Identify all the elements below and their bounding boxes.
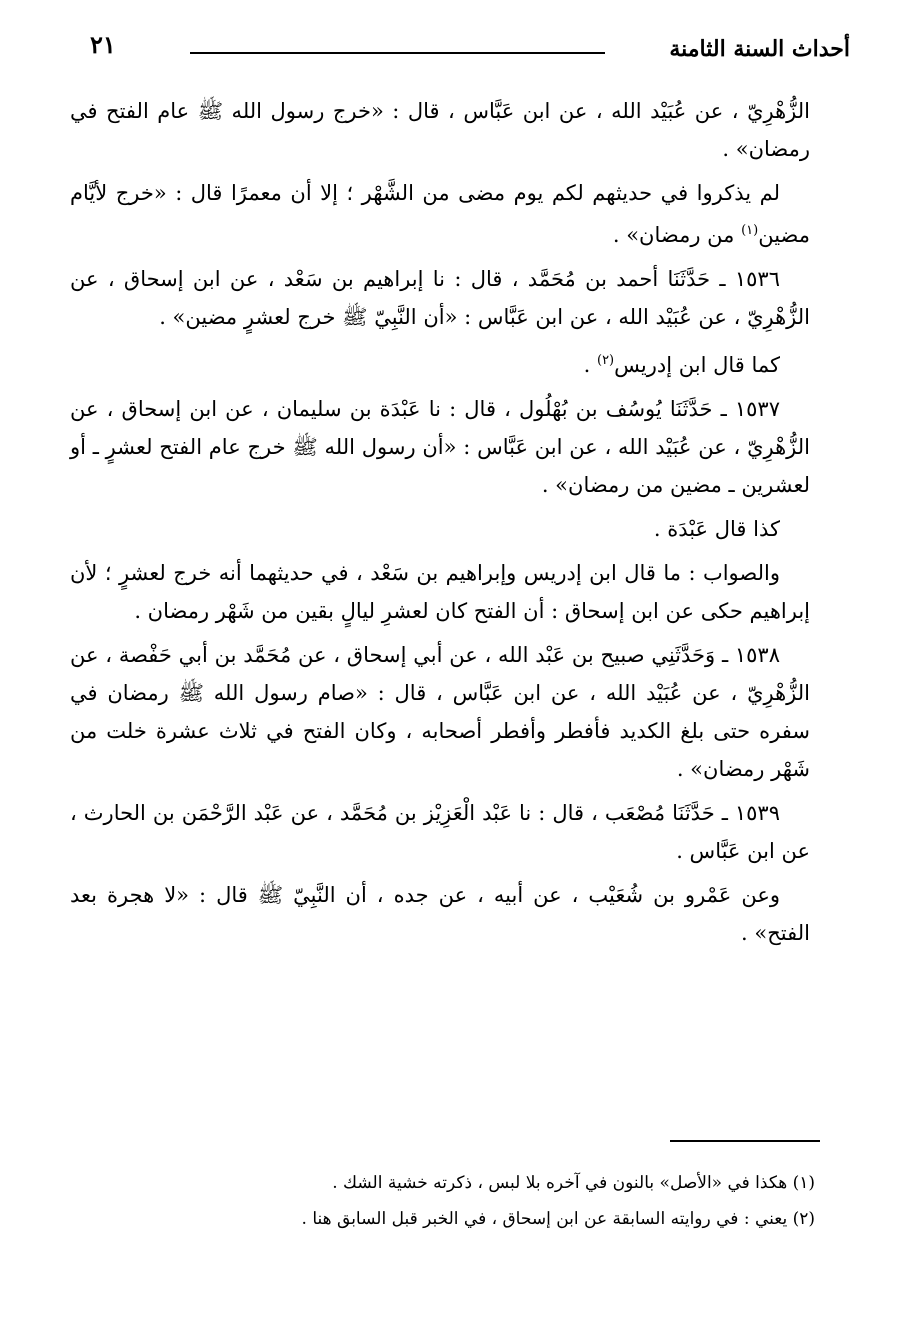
paragraph-text: من رمضان» . bbox=[612, 223, 742, 247]
paragraph-text: لم يذكروا في حديثهم لكم يوم مضى من الشَّهْر ؛ إلا أن معمرًا قال : «خرج لأيَّام مضين bbox=[70, 181, 810, 247]
paragraph-text: . bbox=[583, 353, 597, 377]
footnote-1: (١) هكذا في «الأصل» بالنون في آخره بلا لبس ، ذكرته خشية الشك . bbox=[332, 1173, 815, 1193]
footnotes bbox=[70, 1165, 815, 1237]
footnote-2: (٢) يعني : في روايته السابقة عن ابن إسحاق ، في الخبر قبل السابق هنا . bbox=[301, 1209, 815, 1229]
paragraph-text: كما قال ابن إدريس bbox=[614, 353, 780, 377]
paragraph: والصواب : ما قال ابن إدريس وإبراهيم بن سَعْد ، في حديثهما أنه خرج لعشرٍ ؛ لأن إبراهيم حكى عن ابن إسحاق : أن الفتح كان لعشرِ ليالٍ بقين من شَهْر رمضان . bbox=[70, 561, 810, 623]
hadith-1539: ١٥٣٩ ـ حَدَّثَنَا مُصْعَب ، قال : نا عَبْد الْعَزِيْز بن مُحَمَّد ، عن عَبْد الرَّحْمَن بن الحارث ، عن ابن عَبَّاس . bbox=[70, 801, 810, 863]
footnote-marker: (٢) bbox=[596, 353, 615, 368]
paragraph bbox=[70, 342, 810, 384]
footnote-rule bbox=[670, 1140, 820, 1142]
paragraph bbox=[70, 174, 810, 254]
paragraph: وعن عَمْرو بن شُعَيْب ، عن أبيه ، عن جده ، أن النَّبِيّ ﷺ قال : «لا هجرة بعد الفتح» . bbox=[70, 883, 810, 945]
body-text bbox=[70, 92, 810, 958]
footnote-marker: (١) bbox=[741, 223, 759, 238]
paragraph: الزُّهْرِيّ ، عن عُبَيْد الله ، عن ابن عَبَّاس ، قال : «خرج رسول الله ﷺ عام الفتح في رمضان» . bbox=[70, 99, 810, 161]
page-number: ٢١ bbox=[90, 30, 116, 59]
page-header bbox=[70, 30, 850, 70]
hadith-1536: ١٥٣٦ ـ حَدَّثَنَا أحمد بن مُحَمَّد ، قال : نا إبراهيم بن سَعْد ، عن ابن إسحاق ، عن الزُّهْرِيّ ، عن عُبَيْد الله ، عن ابن عَبَّاس : «أن النَّبِيّ ﷺ خرج لعشرٍ مضين» . bbox=[70, 267, 810, 329]
hadith-1538: ١٥٣٨ ـ وَحَدَّثَنِي صبيح بن عَبْد الله ، عن أبي إسحاق ، عن مُحَمَّد بن أبي حَفْصة ، عن الزُّهْرِيّ ، عن عُبَيْد الله ، عن ابن عَبَّاس ، قال : «صام رسول الله ﷺ رمضان في سفره حتى بلغ الكديد فأفطر وأفطر أصحابه ، وكان الفتح في ثلاث عشرة خلت من شَهْر رمضان» . bbox=[70, 643, 810, 781]
running-title: أحداث السنة الثامنة bbox=[669, 36, 850, 62]
header-rule bbox=[190, 52, 605, 54]
paragraph: كذا قال عَبْدَة . bbox=[653, 517, 780, 541]
hadith-1537: ١٥٣٧ ـ حَدَّثَنَا يُوسُف بن بُهْلُول ، قال : نا عَبْدَة بن سليمان ، عن ابن إسحاق ، عن الزُّهْرِيّ ، عن عُبَيْد الله ، عن ابن عَبَّاس : «أن رسول الله ﷺ خرج عام الفتح لعشرٍ ـ أو لعشرين ـ مضين من رمضان» . bbox=[70, 397, 810, 497]
